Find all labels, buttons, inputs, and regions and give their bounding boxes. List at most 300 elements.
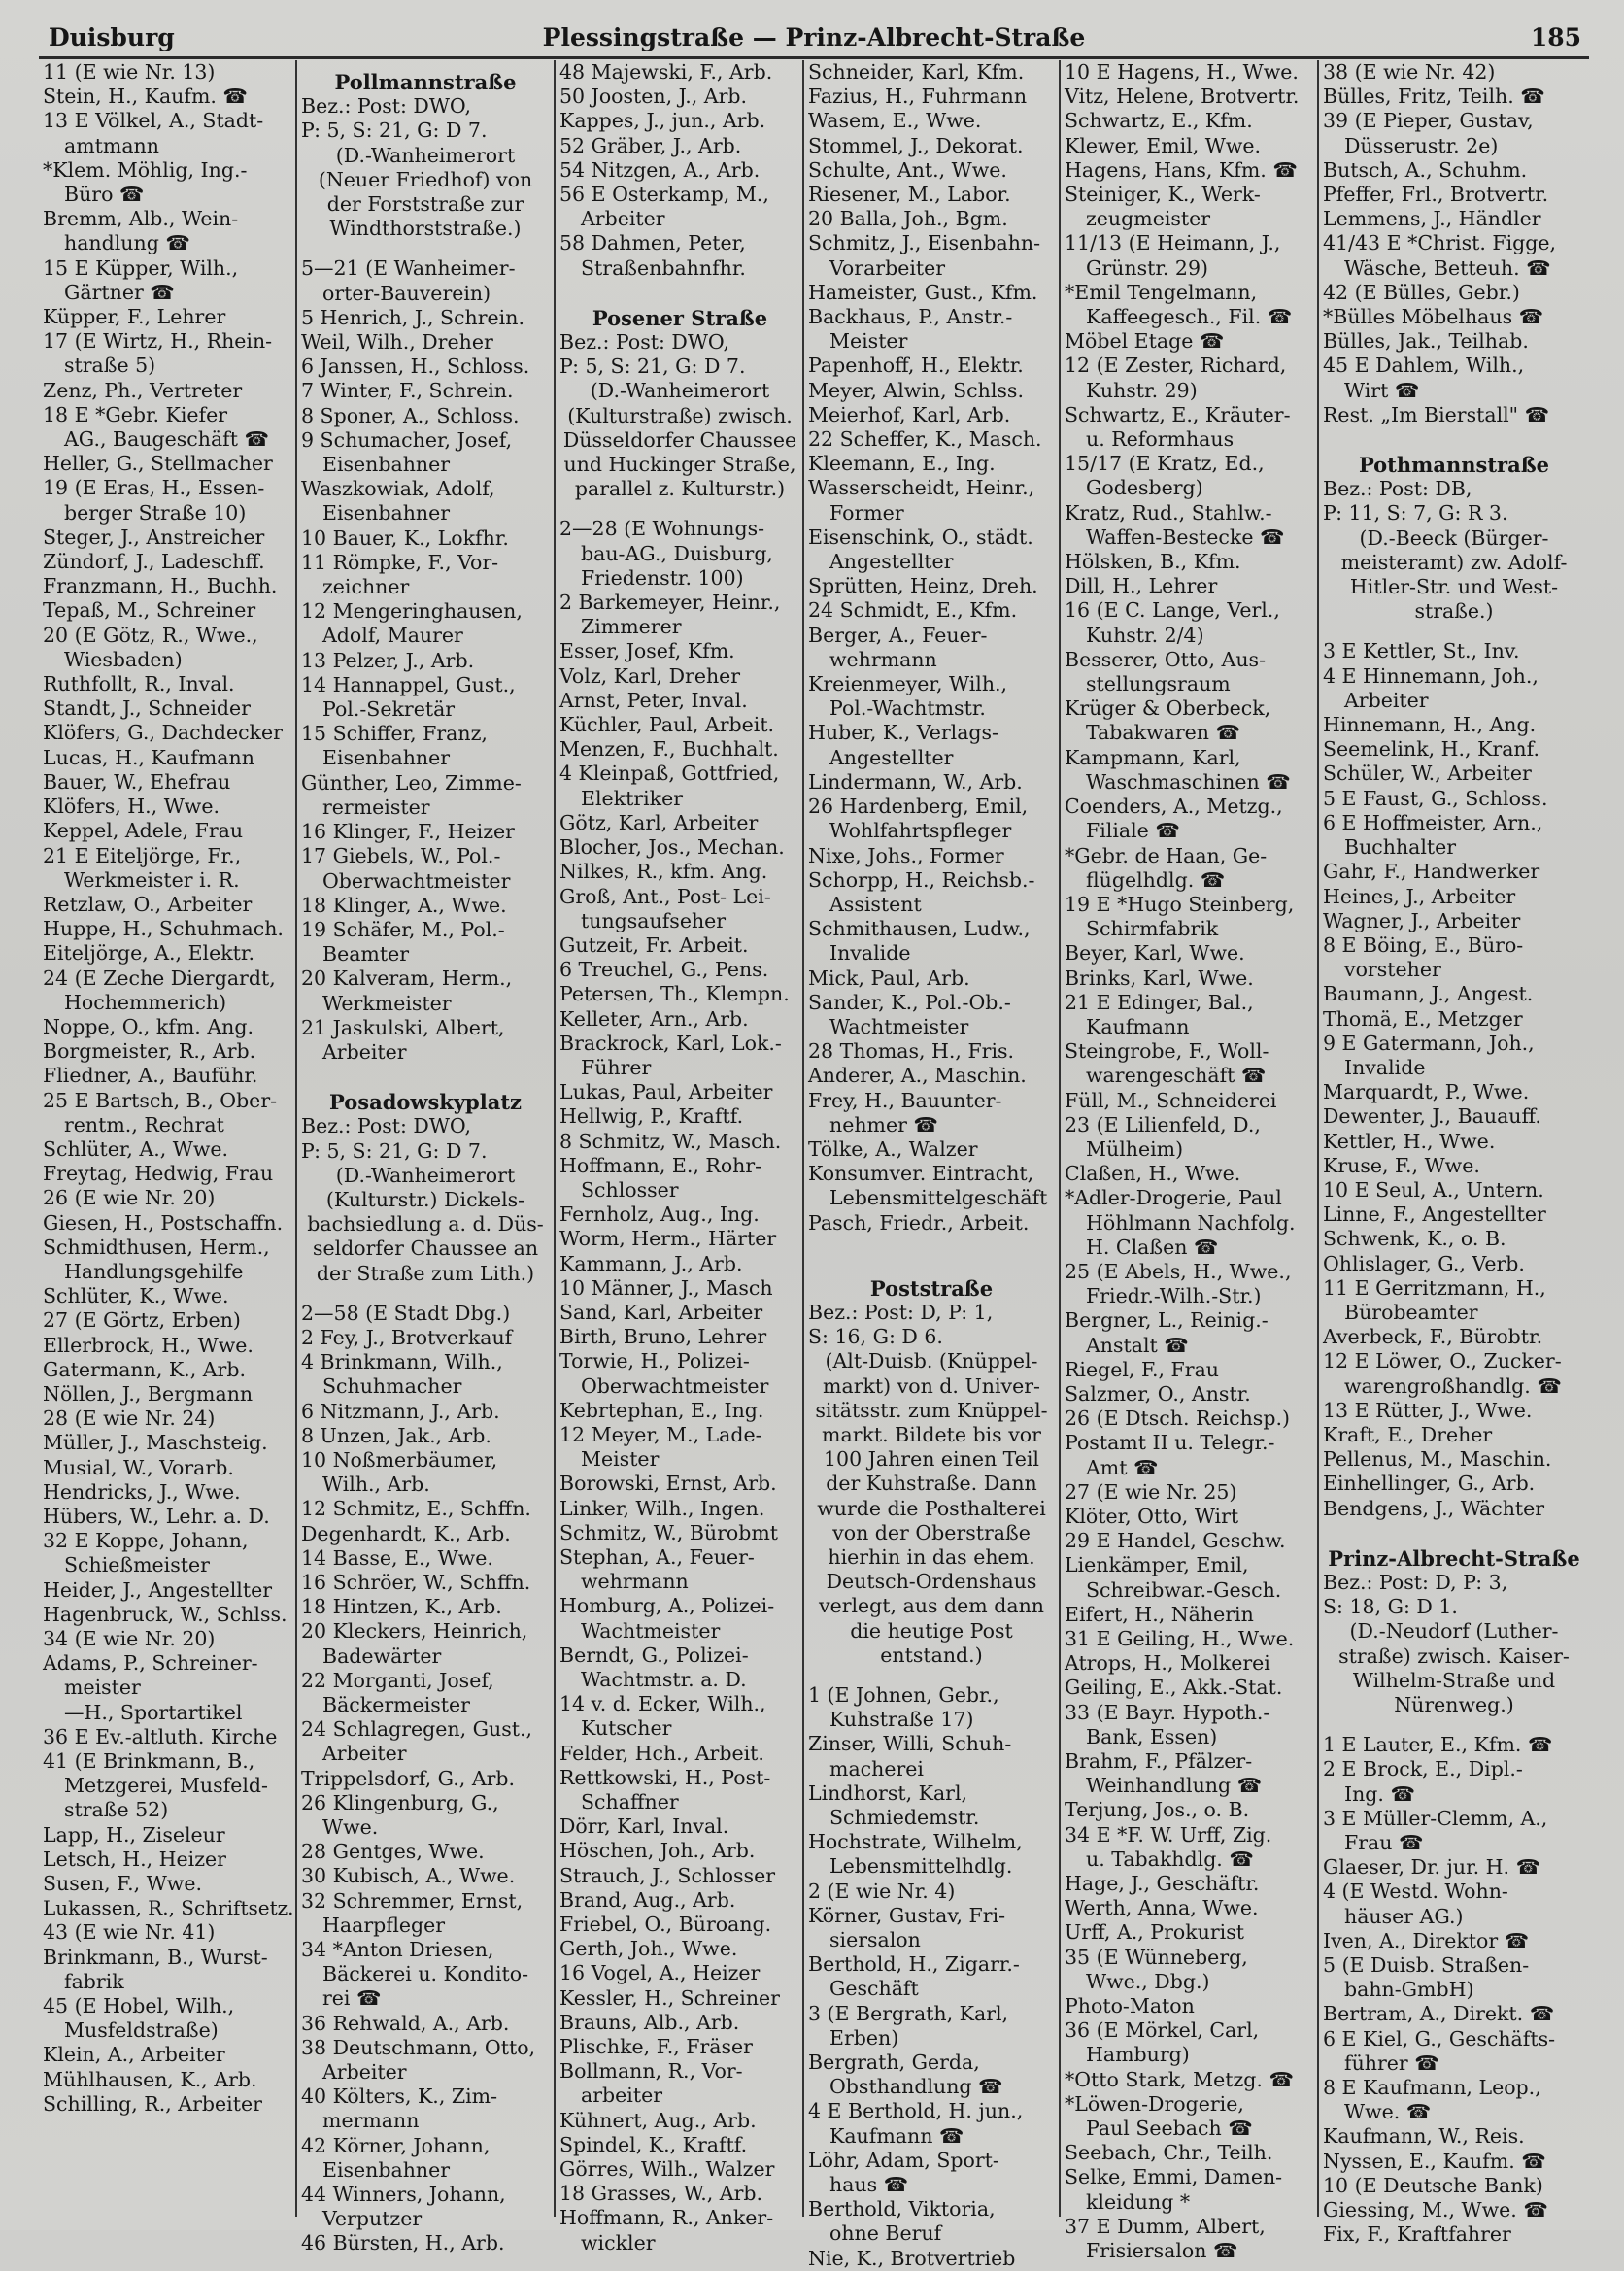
entry-line: 58 Dahmen, Peter, xyxy=(559,231,746,255)
entry-line: Schmiedemstr. xyxy=(829,1806,980,1830)
entry-line: 48 Majewski, F., Arb. xyxy=(559,60,773,84)
column-1 xyxy=(43,60,293,2217)
entry-line: Musial, W., Vorarb. xyxy=(43,1455,234,1479)
entry-line: Frau ☎ xyxy=(1344,1831,1424,1855)
entry-line: *Bülles Möbelhaus ☎ xyxy=(1323,305,1544,329)
street-description: (D.-Wanheimerort xyxy=(590,379,770,403)
entry-line: Hoffmann, E., Rohr- xyxy=(559,1153,762,1177)
entry-line: Atrops, H., Molkerei xyxy=(1065,1651,1270,1676)
entry-line: Badewärter xyxy=(322,1644,442,1668)
entry-line: Kratz, Rud., Stahlw.- xyxy=(1065,500,1272,525)
entry-line: Zenz, Ph., Vertreter xyxy=(43,378,243,402)
entry-line: Werkmeister i. R. xyxy=(64,867,240,892)
entry-line: 21 E Eiteljörge, Fr., xyxy=(43,843,242,867)
entry-line: 8 Sponer, A., Schloss. xyxy=(301,403,520,427)
entry-line: Nie, K., Brotvertrieb xyxy=(808,2246,1016,2270)
entry-line: Assistent xyxy=(829,892,922,916)
entry-line: Brackrock, Karl, Lok.- xyxy=(559,1031,782,1055)
entry-line: 20 (E Götz, R., Wwe., xyxy=(43,623,258,647)
entry-line: Eisenbahner xyxy=(322,453,451,477)
entry-line: 4 Brinkmann, Wilh., xyxy=(301,1350,503,1374)
spacer xyxy=(559,501,800,517)
entry-line: flügelhdlg. ☎ xyxy=(1086,867,1226,892)
entry-line: 45 (E Hobel, Wilh., xyxy=(43,1994,235,2018)
entry-line: vorsteher xyxy=(1344,958,1441,982)
entry-line: Elektriker xyxy=(581,786,684,810)
entry-line: S: 16, G: D 6. xyxy=(808,1325,943,1349)
entry-line: 56 E Osterkamp, M., xyxy=(559,183,769,207)
entry-line: 38 (E wie Nr. 42) xyxy=(1323,60,1496,84)
entry-line: macherei xyxy=(829,1756,924,1780)
entry-line: Tepaß, M., Schreiner xyxy=(43,598,256,623)
entry-line: Wilh., Arb. xyxy=(322,1473,430,1497)
entry-line: Meister xyxy=(581,1447,660,1472)
entry-line: 14 Basse, E., Wwe. xyxy=(301,1545,493,1570)
entry-line: Steingrobe, F., Woll- xyxy=(1065,1039,1269,1064)
entry-line: Schmitz, J., Eisenbahn- xyxy=(808,231,1041,255)
entry-line: Arbeiter xyxy=(322,1742,407,1766)
entry-line: rentm., Rechrat xyxy=(64,1112,224,1136)
entry-line: Kaufmann xyxy=(1086,1014,1190,1038)
entry-line: Meyer, Alwin, Schlss. xyxy=(808,378,1024,402)
entry-line: u. Reformhaus xyxy=(1086,427,1235,452)
entry-line: Schmidthusen, Herm., xyxy=(43,1235,270,1259)
page-number: 185 xyxy=(1530,23,1581,51)
street-description: der Straße zum Lith.) xyxy=(316,1261,535,1285)
street-description: von der Oberstraße xyxy=(832,1520,1031,1544)
entry-line: Adolf, Maurer xyxy=(322,624,463,648)
entry-line: Filiale ☎ xyxy=(1086,819,1180,843)
entry-line: Ruthfollt, R., Inval. xyxy=(43,672,235,696)
entry-line: *Löwen-Drogerie, xyxy=(1065,2091,1244,2116)
entry-line: Letsch, H., Heizer xyxy=(43,1847,226,1871)
entry-line: Borowski, Ernst, Arb. xyxy=(559,1472,777,1496)
entry-line: Führer xyxy=(581,1055,652,1079)
entry-line: Angestellter xyxy=(829,745,954,769)
entry-line: Geschäft xyxy=(829,1977,919,2001)
entry-line: 44 Winners, Johann, xyxy=(301,2183,506,2207)
spacer xyxy=(301,241,550,256)
street-description: (Alt-Duisb. (Knüppel- xyxy=(825,1349,1038,1373)
entry-line: 42 (E Bülles, Gebr.) xyxy=(1323,280,1520,304)
entry-line: 46 Bürsten, H., Arb. xyxy=(301,2231,505,2255)
entry-line: 21 E Edinger, Bal., xyxy=(1065,990,1254,1014)
entry-line: Arbeiter xyxy=(322,2060,407,2085)
entry-line: Eifert, H., Näherin xyxy=(1065,1602,1254,1626)
entry-line: Berthold, H., Zigarr.- xyxy=(808,1952,1020,1977)
entry-line: Seebach, Chr., Teilh. xyxy=(1065,2141,1273,2165)
entry-line: 23 (E Lilienfeld, D., xyxy=(1065,1112,1261,1136)
entry-line: S: 18, G: D 1. xyxy=(1323,1595,1458,1619)
entry-line: 11 E Gerritzmann, H., xyxy=(1323,1275,1546,1300)
entry-line: 12 Meyer, M., Lade- xyxy=(559,1422,762,1446)
entry-line: Terjung, Jos., o. B. xyxy=(1065,1798,1250,1822)
column-4 xyxy=(808,60,1055,2270)
entry-line: Höschen, Joh., Arb. xyxy=(559,1839,756,1863)
entry-line: 10 Bauer, K., Lokfhr. xyxy=(301,525,509,550)
entry-line: Freytag, Hedwig, Frau xyxy=(43,1162,274,1186)
entry-line: Postamt II u. Telegr.- xyxy=(1065,1431,1275,1455)
entry-line: Borgmeister, R., Arb. xyxy=(43,1039,256,1064)
entry-line: Klein, A., Arbeiter xyxy=(43,2043,225,2067)
entry-line: Felder, Hch., Arbeit. xyxy=(559,1741,764,1765)
entry-line: 50 Joosten, J., Arb. xyxy=(559,85,748,109)
entry-line: Zimmerer xyxy=(581,615,682,639)
entry-line: 10 E Seul, A., Untern. xyxy=(1323,1177,1544,1202)
entry-line: Arnst, Peter, Inval. xyxy=(559,688,748,712)
entry-line: Schreibwar.-Gesch. xyxy=(1086,1577,1282,1602)
entry-line: 6 Janssen, H., Schloss. xyxy=(301,355,530,379)
entry-line: 34 E *F. W. Urff, Zig. xyxy=(1065,1822,1272,1847)
entry-line: Worm, Herm., Härter xyxy=(559,1227,777,1251)
header-city: Duisburg xyxy=(49,23,175,51)
entry-line: Wachtmeister xyxy=(829,1014,969,1038)
entry-line: 2—28 (E Wohnungs- xyxy=(559,517,765,541)
entry-line: 27 (E Görtz, Erben) xyxy=(43,1308,241,1333)
entry-line: Buchhalter xyxy=(1344,835,1457,860)
entry-line: straße 52) xyxy=(64,1798,169,1822)
entry-line: 18 Klinger, A., Wwe. xyxy=(301,893,507,917)
entry-line: Musfeldstraße) xyxy=(64,2018,219,2043)
entry-line: Bauer, W., Ehefrau xyxy=(43,769,231,794)
entry-line: Gahr, F., Handwerker xyxy=(1323,860,1540,884)
entry-line: 40 Költers, K., Zim- xyxy=(301,2085,498,2109)
entry-line: Eisenbahner xyxy=(322,2157,451,2182)
entry-line: Dill, H., Lehrer xyxy=(1065,574,1218,598)
entry-line: 16 (E C. Lange, Verl., xyxy=(1065,598,1280,623)
entry-line: 52 Gräber, J., Arb. xyxy=(559,133,742,157)
entry-line: Friebel, O., Büroang. xyxy=(559,1913,772,1937)
entry-line: Klöfers, G., Dachdecker xyxy=(43,721,283,745)
entry-line: Susen, F., Wwe. xyxy=(43,1872,202,1896)
entry-line: Oberwachtmeister xyxy=(581,1373,769,1398)
entry-line: 13 E Rütter, J., Wwe. xyxy=(1323,1398,1533,1422)
entry-line: Lindermann, W., Arb. xyxy=(808,769,1023,794)
entry-line: Brinks, Karl, Wwe. xyxy=(1065,966,1254,990)
entry-line: Fix, F., Kraftfahrer xyxy=(1323,2222,1511,2247)
entry-line: warengroßhandlg. ☎ xyxy=(1344,1373,1562,1398)
street-description: (D.-Neudorf (Luther- xyxy=(1349,1619,1559,1644)
column-divider xyxy=(295,60,297,2217)
entry-line: P: 5, S: 21, G: D 7. xyxy=(301,1138,488,1163)
entry-line: Ing. ☎ xyxy=(1344,1781,1415,1806)
entry-line: Müller, J., Maschsteig. xyxy=(43,1431,268,1455)
entry-line: Hameister, Gust., Kfm. xyxy=(808,280,1038,304)
entry-line: P: 5, S: 21, G: D 7. xyxy=(559,355,746,379)
entry-line: Kelleter, Arn., Arb. xyxy=(559,1006,749,1031)
entry-line: 27 (E wie Nr. 25) xyxy=(1065,1479,1237,1504)
entry-line: Paul Seebach ☎ xyxy=(1086,2117,1253,2141)
entry-line: Petersen, Th., Klempn. xyxy=(559,982,790,1006)
street-heading: Posener Straße xyxy=(592,305,768,330)
entry-line: Giessing, M., Wwe. ☎ xyxy=(1323,2198,1548,2222)
entry-line: —H., Sportartikel xyxy=(64,1700,243,1724)
entry-line: Bez.: Post: DWO, xyxy=(559,330,730,355)
entry-line: Lebensmittelhdlg. xyxy=(829,1854,1013,1879)
column-divider xyxy=(1059,60,1061,2217)
spacer xyxy=(808,1251,1055,1267)
entry-line: 12 (E Zester, Richard, xyxy=(1065,354,1287,378)
entry-line: siersalon xyxy=(829,1928,921,1952)
entry-line: Spindel, K., Kraftf. xyxy=(559,2132,748,2156)
entry-line: arbeiter xyxy=(581,2084,663,2108)
entry-line: Baumann, J., Angest. xyxy=(1323,982,1534,1006)
entry-line: 11/13 (E Heimann, J., xyxy=(1065,231,1281,255)
entry-line: 35 (E Wünneberg, xyxy=(1065,1945,1248,1969)
entry-line: Former xyxy=(829,500,904,525)
entry-line: rermeister xyxy=(322,795,430,819)
entry-line: wehrmann xyxy=(829,647,937,671)
entry-line: 2 Barkemeyer, Heinr., xyxy=(559,591,781,615)
entry-line: *Otto Stark, Metzg. ☎ xyxy=(1065,2067,1295,2091)
entry-line: Pellenus, M., Maschin. xyxy=(1323,1447,1552,1472)
entry-line: Küpper, F., Lehrer xyxy=(43,305,226,329)
column-5 xyxy=(1065,60,1313,2263)
entry-line: Backhaus, P., Anstr.- xyxy=(808,305,1013,329)
entry-line: Schwartz, E., Kfm. xyxy=(1065,109,1253,133)
entry-line: Bank, Essen) xyxy=(1086,1724,1218,1748)
entry-line: Sand, Karl, Arbeiter xyxy=(559,1300,763,1324)
entry-line: Kampmann, Karl, xyxy=(1065,745,1241,769)
entry-line: Fliedner, A., Bauführ. xyxy=(43,1064,258,1088)
entry-line: Wäsche, Betteuh. ☎ xyxy=(1344,255,1551,280)
entry-line: 33 (E Bayr. Hypoth.- xyxy=(1065,1700,1270,1724)
entry-line: Pasch, Friedr., Arbeit. xyxy=(808,1210,1030,1235)
spacer xyxy=(1323,1717,1585,1733)
entry-line: Strauch, J., Schlosser xyxy=(559,1863,775,1887)
entry-line: Hölsken, B., Kfm. xyxy=(1065,550,1241,574)
street-description: straße) zwisch. Kaiser- xyxy=(1338,1644,1570,1668)
entry-line: Anstalt ☎ xyxy=(1086,1333,1189,1357)
entry-line: Brahm, F., Pfälzer- xyxy=(1065,1749,1253,1774)
street-heading: Prinz-Albrecht-Straße xyxy=(1328,1545,1580,1571)
entry-line: Hagens, Hans, Kfm. ☎ xyxy=(1065,157,1298,182)
entry-line: 24 (E Zeche Diergardt, xyxy=(43,966,276,990)
entry-line: 38 Deutschmann, Otto, xyxy=(301,2035,536,2059)
entry-line: 30 Kubisch, A., Wwe. xyxy=(301,1864,516,1888)
entry-line: Krüger & Oberbeck, xyxy=(1065,696,1271,721)
entry-line: 9 E Gatermann, Joh., xyxy=(1323,1031,1535,1055)
spacer xyxy=(808,1668,1055,1683)
entry-line: Höhlmann Nachfolg. xyxy=(1086,1210,1296,1235)
entry-line: Berger, A., Feuer- xyxy=(808,623,988,647)
entry-line: Straßenbahnfhr. xyxy=(581,255,746,280)
entry-line: 26 Hardenberg, Emil, xyxy=(808,795,1029,819)
entry-line: 18 Grasses, W., Arb. xyxy=(559,2182,763,2206)
entry-line: zeichner xyxy=(322,575,410,599)
spacer xyxy=(301,1286,550,1302)
entry-line: Zinser, Willi, Schuh- xyxy=(808,1732,1012,1756)
entry-line: Füll, M., Schneiderei xyxy=(1065,1088,1277,1112)
street-description: markt. Bildete bis vor xyxy=(822,1422,1041,1446)
entry-line: Godesberg) xyxy=(1086,476,1203,500)
entry-line: Götz, Karl, Arbeiter xyxy=(559,810,759,834)
entry-line: Küchler, Paul, Arbeit. xyxy=(559,713,775,737)
entry-line: Bendgens, J., Wächter xyxy=(1323,1496,1545,1520)
entry-line: Haarpfleger xyxy=(322,1913,446,1937)
entry-line: Arbeiter xyxy=(1344,688,1429,712)
entry-line: 36 Rehwald, A., Arb. xyxy=(301,2011,510,2035)
entry-line: Bergner, L., Reinig.- xyxy=(1065,1308,1269,1333)
entry-line: Klöfers, H., Wwe. xyxy=(43,795,220,819)
street-heading: Pothmannstraße xyxy=(1358,453,1550,478)
entry-line: haus ☎ xyxy=(829,2173,909,2197)
entry-line: 9 Schumacher, Josef, xyxy=(301,427,513,452)
entry-line: Kuhstr. 2/4) xyxy=(1086,623,1204,647)
entry-line: Lemmens, J., Händler xyxy=(1323,207,1541,231)
entry-line: 25 E Bartsch, B., Ober- xyxy=(43,1088,278,1112)
entry-line: Bürobeamter xyxy=(1344,1300,1478,1324)
entry-line: Schulte, Ant., Wwe. xyxy=(808,157,1007,182)
entry-line: 6 E Kiel, G., Geschäfts- xyxy=(1323,2026,1556,2051)
entry-line: Stommel, J., Dekorat. xyxy=(808,133,1024,157)
entry-line: Bertram, A., Direkt. ☎ xyxy=(1323,2002,1555,2026)
entry-line: Kessler, H., Schreiner xyxy=(559,1985,780,2010)
street-description: straße.) xyxy=(1414,599,1494,624)
entry-line: Arbeiter xyxy=(322,1039,407,1064)
entry-line: Kaufmann, W., Reis. xyxy=(1323,2124,1525,2149)
entry-line: Huppe, H., Schuhmach. xyxy=(43,917,284,941)
entry-line: 10 E Hagens, H., Wwe. xyxy=(1065,60,1299,84)
entry-line: 18 E *Gebr. Kiefer xyxy=(43,402,228,426)
entry-line: 34 (E wie Nr. 20) xyxy=(43,1627,216,1650)
entry-line: Beamter xyxy=(322,942,410,966)
spacer xyxy=(1323,427,1585,443)
entry-line: Bülles, Fritz, Teilh. ☎ xyxy=(1323,85,1545,109)
entry-line: Hellwig, P., Kraftf. xyxy=(559,1104,744,1129)
entry-line: Beyer, Karl, Wwe. xyxy=(1065,941,1245,966)
entry-line: *Klem. Möhlig, Ing.- xyxy=(43,157,248,182)
entry-line: 8 Unzen, Jak., Arb. xyxy=(301,1423,491,1447)
entry-line: Bollmann, R., Vor- xyxy=(559,2059,743,2084)
entry-line: Bergrath, Gerda, xyxy=(808,2051,980,2075)
street-description: seldorfer Chaussee an xyxy=(312,1237,539,1261)
entry-line: Lukas, Paul, Arbeiter xyxy=(559,1080,773,1104)
entry-line: Friedr.-Wilh.-Str.) xyxy=(1086,1284,1262,1308)
entry-line: 18 Hintzen, K., Arb. xyxy=(301,1595,502,1619)
entry-line: 1 E Lauter, E., Kfm. ☎ xyxy=(1323,1733,1553,1757)
entry-line: 2 Fey, J., Brotverkauf xyxy=(301,1325,513,1349)
entry-line: bau-AG., Duisburg, xyxy=(581,541,773,565)
entry-line: Noppe, O., kfm. Ang. xyxy=(43,1014,254,1038)
entry-line: Arbeiter xyxy=(581,207,665,231)
entry-line: Wwe. xyxy=(322,1815,379,1840)
entry-line: Rest. „Im Bierstall" ☎ xyxy=(1323,402,1550,426)
entry-line: Pol.-Wachtmstr. xyxy=(829,696,986,721)
entry-line: Kleemann, E., Ing. xyxy=(808,452,996,476)
entry-line: Ohlislager, G., Verb. xyxy=(1323,1251,1525,1275)
entry-line: u. Tabakhdlg. ☎ xyxy=(1086,1847,1254,1871)
street-description: (Neuer Friedhof) von xyxy=(318,167,533,191)
entry-line: Pfeffer, Frl., Brotvertr. xyxy=(1323,183,1549,207)
street-description: (D.-Wanheimerort xyxy=(335,143,516,167)
entry-line: Handlungsgehilfe xyxy=(64,1259,244,1283)
entry-line: Ellerbrock, H., Wwe. xyxy=(43,1333,254,1357)
entry-line: Frey, H., Bauunter- xyxy=(808,1088,1002,1112)
entry-line: 1 (E Johnen, Gebr., xyxy=(808,1683,999,1707)
street-description: 100 Jahren einen Teil xyxy=(823,1447,1039,1472)
entry-line: 11 Römpke, F., Vor- xyxy=(301,550,499,574)
street-description: der Forststraße zur xyxy=(326,192,524,217)
entry-line: Friedenstr. 100) xyxy=(581,565,744,590)
entry-line: Hage, J., Geschäftr. xyxy=(1065,1872,1260,1896)
entry-line: 3 E Müller-Clemm, A., xyxy=(1323,1806,1548,1830)
street-description: parallel z. Kulturstr.) xyxy=(574,477,786,501)
entry-line: Schlüter, K., Wwe. xyxy=(43,1284,229,1308)
entry-line: Gutzeit, Fr. Arbeit. xyxy=(559,932,749,957)
entry-line: Iven, A., Direktor ☎ xyxy=(1323,1928,1530,1952)
street-description: der Kuhstraße. Dann xyxy=(826,1472,1037,1496)
entry-line: 8 Schmitz, W., Masch. xyxy=(559,1129,782,1153)
entry-line: Menzen, F., Buchhalt. xyxy=(559,737,779,762)
entry-line: P: 5, S: 21, G: D 7. xyxy=(301,119,488,143)
entry-line: Wachtmeister xyxy=(581,1618,721,1643)
entry-line: 15 E Küpper, Wilh., xyxy=(43,255,239,280)
entry-line: 26 (E Dtsch. Reichsp.) xyxy=(1065,1407,1290,1431)
entry-line: tungsaufseher xyxy=(581,908,727,932)
entry-line: Keppel, Adele, Frau xyxy=(43,819,244,843)
entry-line: 16 Vogel, A., Heizer xyxy=(559,1961,761,1985)
entry-line: 8 E Kaufmann, Leop., xyxy=(1323,2076,1541,2100)
entry-line: Grünstr. 29) xyxy=(1086,255,1209,280)
entry-line: Günther, Leo, Zimme- xyxy=(301,770,522,795)
entry-line: Mick, Paul, Arb. xyxy=(808,966,970,990)
entry-line: 42 Körner, Johann, xyxy=(301,2133,491,2157)
entry-line: Selke, Emmi, Damen- xyxy=(1065,2165,1283,2189)
entry-line: Claßen, H., Wwe. xyxy=(1065,1162,1241,1186)
entry-line: Homburg, A., Polizei- xyxy=(559,1594,775,1618)
entry-line: 21 Jaskulski, Albert, xyxy=(301,1015,505,1039)
column-3 xyxy=(559,60,800,2254)
spacer xyxy=(1323,624,1585,639)
entry-line: wickler xyxy=(581,2230,656,2254)
entry-line: 10 Männer, J., Masch xyxy=(559,1275,773,1300)
entry-line: 10 Noßmerbäumer, xyxy=(301,1447,498,1472)
entry-line: Kappes, J., jun., Arb. xyxy=(559,109,766,133)
entry-line: Obsthandlung ☎ xyxy=(829,2075,1003,2099)
entry-line: Gerth, Joh., Wwe. xyxy=(559,1937,738,1961)
entry-line: Retzlaw, O., Arbeiter xyxy=(43,892,253,916)
entry-line: Metzgerei, Musfeld- xyxy=(64,1774,268,1798)
entry-line: 28 (E wie Nr. 24) xyxy=(43,1407,216,1431)
entry-line: Berndt, G., Polizei- xyxy=(559,1643,749,1667)
entry-line: Photo-Maton xyxy=(1065,1994,1195,2018)
street-description: verlegt, aus dem dann xyxy=(818,1594,1045,1618)
entry-line: Thomä, E., Metzger xyxy=(1323,1006,1523,1031)
entry-line: 26 (E wie Nr. 20) xyxy=(43,1186,216,1210)
entry-line: Seemelink, H., Kranf. xyxy=(1323,737,1539,762)
entry-line: 19 (E Eras, H., Essen- xyxy=(43,476,265,500)
street-description: meisteramt) zw. Adolf- xyxy=(1340,550,1568,574)
entry-line: Trippelsdorf, G., Arb. xyxy=(301,1766,516,1790)
entry-line: Einhellinger, G., Arb. xyxy=(1323,1472,1536,1496)
street-description: hierhin in das ehem. xyxy=(828,1544,1035,1569)
street-description: und Huckinger Straße, xyxy=(563,453,796,477)
entry-line: warengeschäft ☎ xyxy=(1086,1064,1267,1088)
entry-line: 25 (E Abels, H., Wwe., xyxy=(1065,1259,1292,1283)
entry-line: Nöllen, J., Bergmann xyxy=(43,1381,254,1406)
entry-line: Giesen, H., Postschaffn. xyxy=(43,1210,284,1235)
entry-line: Kaffeegesch., Fil. ☎ xyxy=(1086,305,1293,329)
entry-line: Salzmer, O., Anstr. xyxy=(1065,1381,1251,1406)
entry-line: *Adler-Drogerie, Paul xyxy=(1065,1186,1282,1210)
entry-line: Esser, Josef, Kfm. xyxy=(559,639,735,663)
entry-line: 29 E Handel, Geschw. xyxy=(1065,1529,1286,1553)
entry-line: 4 E Berthold, H. jun., xyxy=(808,2099,1024,2123)
entry-line: 45 E Dahlem, Wilh., xyxy=(1323,354,1525,378)
street-description: sitätsstr. zum Knüppel- xyxy=(815,1398,1048,1422)
entry-line: Kammann, J., Arb. xyxy=(559,1251,743,1275)
